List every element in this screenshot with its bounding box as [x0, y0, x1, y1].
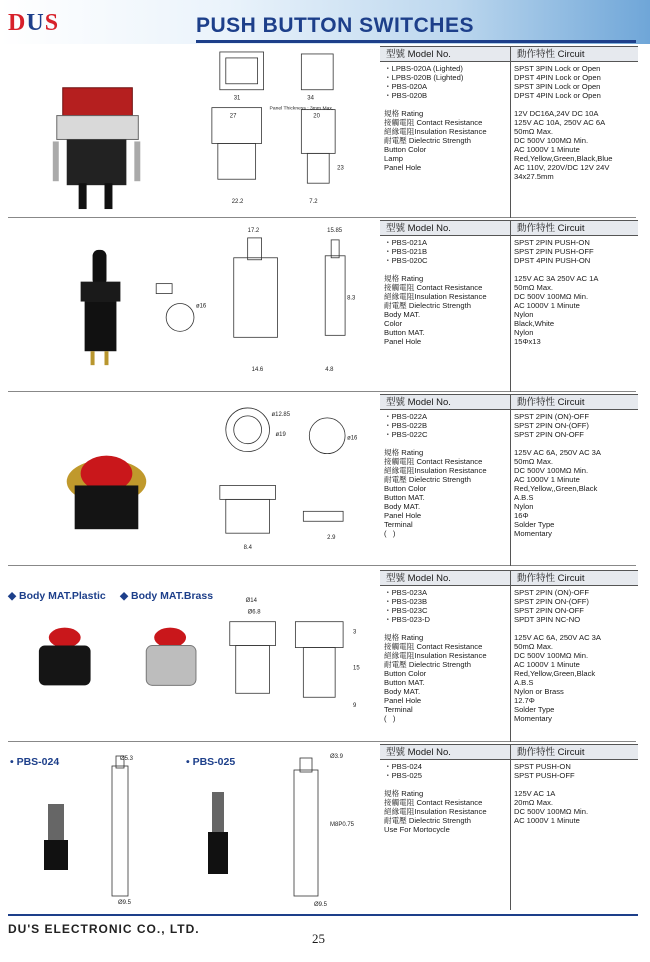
spec-line: Button Color [384, 669, 427, 678]
spec-line: DPST 4PIN Lock or Open [514, 91, 601, 100]
dim-label: 27 [229, 113, 237, 120]
section-pbs-020 [8, 46, 636, 218]
spec-line [384, 439, 487, 448]
spec-line: Button MAT. [384, 678, 425, 687]
spec-line: 絕緣電阻Insulation Resistance [384, 651, 487, 660]
spec-line [514, 265, 598, 274]
spec-line: Nylon [514, 502, 534, 511]
title-underline [196, 40, 636, 43]
spec-line: 12V DC16A,24V DC 10A [514, 109, 599, 118]
spec-line: 耐電壓 Dielectric Strength [384, 816, 471, 825]
spec-line: AC 1000V 1 Minute [514, 660, 580, 669]
spec-line: 絕緣電阻Insulation Resistance [384, 292, 487, 301]
dim-label: Ø14 [245, 597, 257, 604]
dim-label: 2.9 [327, 535, 336, 542]
spec-labels [384, 762, 487, 834]
spec-line: 50mΩ Max. [514, 283, 554, 292]
spec-line: ・PBS-021B [384, 247, 428, 256]
dim-label: 15.85 [327, 227, 343, 234]
spec-line: ・PBS-023C [384, 606, 428, 615]
spec-line: SPST PUSH-OFF [514, 771, 575, 780]
spec-line: 絕緣電阻Insulation Resistance [384, 127, 487, 136]
spec-line: DC 500V 100MΩ Min. [514, 466, 589, 475]
dim-label: ø16 [195, 303, 207, 310]
spec-line: DPST 4PIN PUSH-ON [514, 256, 591, 265]
dim-label: 22.2 [231, 199, 244, 206]
spec-line: 耐電壓 Dielectric Strength [384, 475, 471, 484]
pbs-024-025-illustration [8, 744, 372, 910]
model-header: 型號 Model No. [380, 394, 510, 410]
caption-body-brass: ◆ Body MAT.Brass [120, 590, 214, 602]
dim-label: Ø3.9 [330, 754, 344, 760]
circuit-header: 動作特性 Circuit [510, 570, 638, 586]
spec-line: 耐電壓 Dielectric Strength [384, 136, 471, 145]
column-divider [510, 220, 511, 392]
spec-line: Nylon or Brass [514, 687, 564, 696]
spec-line: Use For Mortocycle [384, 825, 450, 834]
spec-line [384, 100, 487, 109]
spec-table [380, 744, 644, 910]
dim-label: 31 [233, 95, 241, 102]
spec-line: 規格 Rating [384, 109, 424, 118]
spec-line: Black,White [514, 319, 555, 328]
dim-label: 15 [353, 665, 360, 672]
spec-line: ・PBS-022C [384, 430, 428, 439]
section-pbs-023 [8, 570, 636, 742]
dim-label: M8P0.75 [330, 822, 355, 828]
spec-line: 34x27.5mm [514, 172, 554, 181]
dim-label: 20 [313, 113, 320, 120]
spec-line: ・PBS-023B [384, 597, 428, 606]
pbs-021-illustration [8, 220, 372, 391]
spec-line: 耐電壓 Dielectric Strength [384, 660, 471, 669]
spec-values [514, 762, 588, 825]
spec-line: 16Φ [514, 511, 529, 520]
dim-label: ø19 [275, 431, 286, 438]
spec-line: 絕緣電阻Insulation Resistance [384, 466, 487, 475]
spec-line: 50mΩ Max. [514, 127, 554, 136]
spec-values [514, 64, 613, 181]
section-pbs-024-025 [8, 744, 636, 910]
spec-line: 12.7Φ [514, 696, 535, 705]
spec-line: ・PBS-023A [384, 588, 428, 597]
spec-line: 絕緣電阻Insulation Resistance [384, 807, 487, 816]
spec-line: Body MAT. [384, 310, 421, 319]
spec-line: AC 1000V 1 Minute [514, 475, 580, 484]
spec-line: ( ) [384, 529, 396, 538]
spec-line: 15Φx13 [514, 337, 541, 346]
dim-label: ø16 [347, 435, 358, 442]
model-header: 型號 Model No. [380, 744, 510, 760]
model-header: 型號 Model No. [380, 220, 510, 236]
spec-line: DPST 4PIN Lock or Open [514, 73, 601, 82]
page-header [0, 0, 650, 44]
spec-line: DC 500V 100MΩ Min. [514, 651, 589, 660]
spec-line: ・PBS-020A [384, 82, 428, 91]
spec-line: 125V AC 10A, 250V AC 6A [514, 118, 606, 127]
spec-line: Momentary [514, 529, 552, 538]
spec-line: Body MAT. [384, 502, 421, 511]
circuit-header: 動作特性 Circuit [510, 394, 638, 410]
dim-label: 9 [353, 703, 357, 710]
spec-line: Terminal [384, 520, 413, 529]
dim-label: 8.4 [243, 545, 252, 552]
dim-label: 7.2 [309, 199, 318, 206]
spec-line: ・PBS-020C [384, 256, 428, 265]
dim-label: Panel Thickness : 3mm Max. [269, 106, 334, 112]
spec-line: ・LPBS-020B (Lighted) [384, 73, 464, 82]
spec-line [384, 780, 487, 789]
page-title: PUSH BUTTON SWITCHES [196, 14, 474, 37]
spec-line: Momentary [514, 714, 552, 723]
spec-line: AC 1000V 1 Minute [514, 301, 580, 310]
pbs-022-illustration [8, 394, 372, 565]
spec-line: SPST PUSH-ON [514, 762, 571, 771]
spec-line: Button MAT. [384, 328, 425, 337]
spec-table [380, 394, 644, 566]
spec-line: 規格 Rating [384, 633, 424, 642]
company-logo: DUS [8, 10, 60, 36]
spec-line: ・PBS-025 [384, 771, 422, 780]
dim-label: 14.6 [251, 367, 264, 374]
footer-divider [8, 914, 638, 916]
spec-line: SPST 3PIN Lock or Open [514, 64, 601, 73]
company-name: DU'S ELECTRONIC CO., LTD. [8, 922, 200, 936]
spec-line: SPST 3PIN Lock or Open [514, 82, 601, 91]
spec-line: SPST 2PIN ON-OFF [514, 430, 584, 439]
spec-line: ・PBS-022A [384, 412, 428, 421]
caption-pbs-025: • PBS-025 [186, 756, 236, 768]
dim-label: ø12.85 [271, 411, 291, 418]
spec-line: AC 110V, 220V/DC 12V 24V [514, 163, 610, 172]
spec-line: ・LPBS-020A (Lighted) [384, 64, 463, 73]
spec-line: ・PBS-023-D [384, 615, 430, 624]
spec-values [514, 238, 598, 346]
spec-line: SPST 2PIN ON-OFF [514, 606, 584, 615]
spec-line: Button MAT. [384, 493, 425, 502]
spec-line: Button Color [384, 145, 427, 154]
spec-line: Body MAT. [384, 687, 421, 696]
spec-line: SPST 2PIN (ON)-OFF [514, 588, 589, 597]
spec-line [514, 624, 601, 633]
spec-labels [384, 588, 487, 723]
page-number: 25 [312, 931, 325, 946]
dim-label: 23 [337, 165, 344, 172]
spec-values [514, 412, 601, 538]
spec-line: 接觸電阻 Contact Resistance [384, 457, 483, 466]
spec-line [384, 265, 487, 274]
spec-line: 耐電壓 Dielectric Strength [384, 301, 471, 310]
circuit-header: 動作特性 Circuit [510, 744, 638, 760]
spec-line: SPST 2PIN PUSH-ON [514, 238, 590, 247]
dim-label: 34 [307, 95, 314, 102]
caption-pbs-024: • PBS-024 [10, 756, 60, 768]
spec-line [514, 439, 601, 448]
spec-line: 規格 Rating [384, 448, 424, 457]
spec-line: Nylon [514, 310, 534, 319]
dim-label: 17.2 [247, 227, 260, 234]
spec-table [380, 46, 644, 218]
spec-values [514, 588, 601, 723]
spec-labels [384, 64, 487, 172]
spec-line: 規格 Rating [384, 789, 424, 798]
caption-body-plastic: ◆ Body MAT.Plastic [8, 590, 106, 602]
spec-line: Red,Yellow,Green,Black [514, 669, 596, 678]
spec-line: ・PBS-022B [384, 421, 428, 430]
section-pbs-021 [8, 220, 636, 392]
dim-label: Ø9.5 [314, 902, 328, 908]
spec-line: DC 500V 100MΩ Min. [514, 807, 589, 816]
spec-line: 50mΩ Max. [514, 457, 554, 466]
column-divider [510, 570, 511, 742]
spec-line [514, 780, 588, 789]
spec-line: SPST 2PIN PUSH-OFF [514, 247, 594, 256]
spec-line: 規格 Rating [384, 274, 424, 283]
circuit-header: 動作特性 Circuit [510, 220, 638, 236]
dim-label: Ø9.5 [118, 900, 132, 906]
column-divider [510, 744, 511, 910]
spec-table [380, 220, 644, 392]
spec-line: 接觸電阻 Contact Resistance [384, 118, 483, 127]
spec-line: SPDT 3PIN NC-NO [514, 615, 581, 624]
spec-line: 接觸電阻 Contact Resistance [384, 283, 483, 292]
spec-line: Nylon [514, 328, 534, 337]
spec-line: 125V AC 1A [514, 789, 556, 798]
column-divider [510, 394, 511, 566]
spec-line: Button Color [384, 484, 427, 493]
dim-label: 3 [353, 629, 357, 636]
spec-line: DC 500V 100MΩ Min. [514, 136, 589, 145]
spec-table [380, 570, 644, 742]
spec-labels [384, 412, 487, 538]
spec-line: ・PBS-021A [384, 238, 428, 247]
spec-line: Lamp [384, 154, 403, 163]
spec-line: SPST 2PIN (ON)-OFF [514, 412, 589, 421]
model-header: 型號 Model No. [380, 570, 510, 586]
spec-line: Solder Type [514, 705, 555, 714]
spec-line: Red,Yellow,Green,Black,Blue [514, 154, 613, 163]
pbs-023-illustration [8, 570, 372, 741]
spec-line: A.B.S [514, 678, 534, 687]
spec-line: 125V AC 6A, 250V AC 3A [514, 448, 601, 457]
spec-line: Panel Hole [384, 511, 422, 520]
section-pbs-022 [8, 394, 636, 566]
spec-line: ( ) [384, 714, 396, 723]
spec-line: ・PBS-020B [384, 91, 428, 100]
spec-line: AC 1000V 1 Minute [514, 145, 580, 154]
spec-line: Color [384, 319, 403, 328]
spec-line: DC 500V 100MΩ Min. [514, 292, 589, 301]
spec-line: 20mΩ Max. [514, 798, 554, 807]
spec-line: A.B.S [514, 493, 534, 502]
spec-line: AC 1000V 1 Minute [514, 816, 580, 825]
spec-line: Panel Hole [384, 337, 422, 346]
spec-line: SPST 2PIN ON-(OFF) [514, 421, 589, 430]
spec-line: 50mΩ Max. [514, 642, 554, 651]
spec-line: 接觸電阻 Contact Resistance [384, 798, 483, 807]
dim-label: Ø6.8 [247, 609, 261, 616]
spec-line: Panel Hole [384, 163, 422, 172]
dim-label: 8.3 [347, 295, 356, 302]
pbs-020-illustration [8, 46, 372, 217]
spec-line: 125V AC 6A, 250V AC 3A [514, 633, 601, 642]
spec-line: Solder Type [514, 520, 555, 529]
spec-line [384, 624, 487, 633]
circuit-header: 動作特性 Circuit [510, 46, 638, 62]
spec-line: 125V AC 3A 250V AC 1A [514, 274, 599, 283]
spec-labels [384, 238, 487, 346]
spec-line: Panel Hole [384, 696, 422, 705]
column-divider [510, 46, 511, 218]
dim-label: 4.8 [325, 367, 334, 374]
spec-line: ・PBS-024 [384, 762, 422, 771]
spec-line [514, 100, 613, 109]
spec-line: Red,Yellow,,Green,Black [514, 484, 598, 493]
model-header: 型號 Model No. [380, 46, 510, 62]
spec-line: Terminal [384, 705, 413, 714]
dim-label: Ø5.3 [120, 756, 134, 762]
spec-line: 接觸電阻 Contact Resistance [384, 642, 483, 651]
spec-line: SPST 2PIN ON-(OFF) [514, 597, 589, 606]
